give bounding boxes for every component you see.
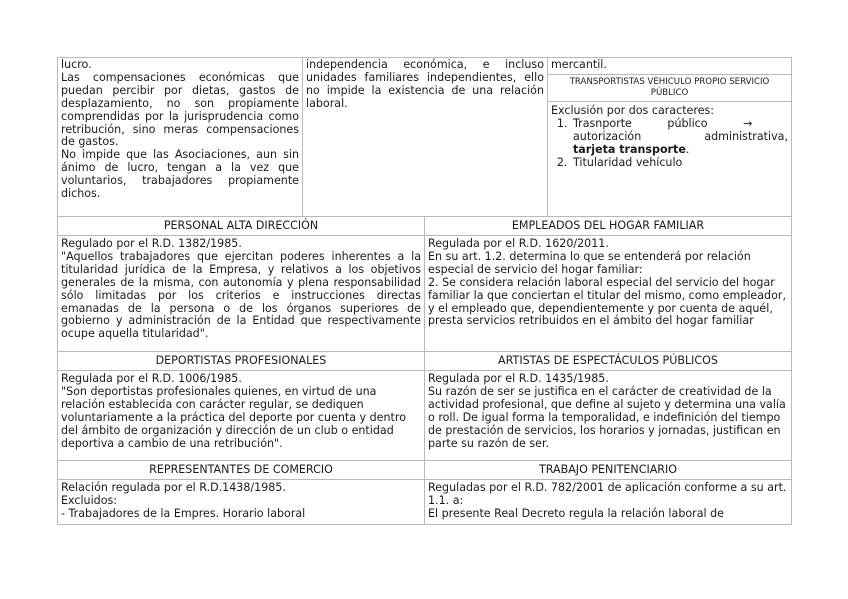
artistas-cell	[425, 371, 792, 461]
exclusion-item-1-bold: tarjeta transporte	[573, 142, 686, 156]
right-cell	[548, 58, 792, 217]
penitenciario-title: TRABAJO PENITENCIARIO	[538, 463, 678, 476]
comercio-line1: Relación regulada por el R.D.1438/1985.	[61, 481, 286, 494]
top-row-table	[57, 57, 792, 217]
deportistas-body: "Son deportistas profesionales quienes, en virtud de una relación establecida con carácter regular, se dediquen voluntariamente a la práctica del deporte por cuenta y dentro del ámbito de organización y dirección de un club o entidad deportiva a cambio de una retribución".	[61, 384, 406, 450]
comercio-cell	[58, 480, 425, 525]
alta-direccion-cell	[58, 236, 425, 352]
artistas-body: Su razón de ser se justifica en el carácter de creatividad de la actividad profesional, que define al sujeto y determina una valía o roll. De igual forma la temporalidad, e indefinición del tiempo de prestación de servicios, los horarios y jornadas, justifican en parte su razón de ser.	[428, 384, 786, 450]
penitenciario-line2: El presente Real Decreto regula la relación laboral de	[428, 506, 724, 520]
penitenciario-line1: Reguladas por el R.D. 782/2001 de aplicación conforme a su art. 1.1. a:	[428, 481, 787, 507]
hogar-familiar-p1: En su art. 1.2. determina lo que se entenderá por relación especial de servicio del hogar familiar:	[428, 249, 751, 276]
hogar-familiar-cell	[425, 236, 792, 352]
comercio-title: REPRESENTANTES DE COMERCIO	[149, 463, 333, 476]
left-paragraph-1: lucro.	[61, 58, 92, 71]
artistas-line1: Regulada por el R.D. 1435/1985.	[428, 372, 609, 385]
transportistas-header: TRANSPORTISTAS VEHICULO PROPIO SERVICIO PÚBLICO	[548, 75, 791, 102]
hogar-familiar-line1: Regulada por el R.D. 1620/2011.	[428, 237, 609, 250]
document-table	[57, 57, 791, 525]
left-cell	[58, 58, 303, 217]
right-top-text: mercantil.	[551, 58, 607, 71]
exclusion-item-1	[571, 118, 788, 157]
middle-text: independencia económica, e incluso unidades familiares independientes, ello no impide la existencia de una relación laboral.	[306, 58, 544, 110]
left-paragraph-2: Las compensaciones económicas que puedan percibir por dietas, gastos de desplazamiento, no son propiamente comprendidas por la jurisprudencia como retribución, sino meras compensaciones de gastos.	[61, 70, 299, 149]
comercio-line2: Excluidos:	[61, 493, 118, 507]
left-paragraph-3: No impide que las Asociaciones, aun sin ánimo de lucro, tengan a la vez que voluntarios, trabajadores propiamente dichos.	[61, 148, 299, 201]
alta-direccion-title: PERSONAL ALTA DIRECCIÓN	[163, 219, 319, 232]
alta-direccion-line1: Regulado por el R.D. 1382/1985.	[61, 237, 242, 250]
deportistas-cell	[58, 371, 425, 461]
deportistas-line1: Regulada por el R.D. 1006/1985.	[61, 372, 242, 385]
middle-cell	[303, 58, 548, 217]
exclusion-item-1-end: .	[685, 142, 690, 156]
exclusion-list	[551, 118, 788, 170]
penitenciario-cell	[425, 480, 792, 525]
hogar-familiar-p2: 2. Se considera relación laboral especial del servicio del hogar familiar la que conciertan el titular del mismo, como empleador, y el empleado que, dependientemente y por cuenta de aquél, presta servicios retribuidos en el ámbito del hogar familiar	[428, 275, 786, 328]
artistas-title: ARTISTAS DE ESPECTÁCULOS PÚBLICOS	[498, 354, 718, 367]
comercio-line3: - Trabajadores de la Empres. Horario laboral	[61, 506, 306, 520]
exclusion-intro: Exclusión por dos caracteres:	[551, 104, 715, 117]
sections-table	[57, 216, 792, 525]
exclusion-item-1-part1: 1. Trasnporte público →	[573, 116, 753, 130]
exclusion-item-1-part2: autorización administrativa,	[573, 129, 788, 143]
hogar-familiar-title: EMPLEADOS DEL HOGAR FAMILIAR	[511, 219, 705, 232]
deportistas-title: DEPORTISTAS PROFESIONALES	[155, 354, 327, 367]
exclusion-item-2: 2. Titularidad vehículo	[571, 157, 788, 170]
alta-direccion-body: "Aquellos trabajadores que ejercitan poderes inherentes a la titularidad jurídica de la Empresa, y relativos a los objetivos generales de la misma, con autonomía y plena responsabilidad sólo limitadas por los criterios e instrucciones directas emanadas de la persona o de los órganos superiores de gobierno y administración de la Entidad que respectivamente ocupe aquella titularidad".	[61, 249, 421, 341]
